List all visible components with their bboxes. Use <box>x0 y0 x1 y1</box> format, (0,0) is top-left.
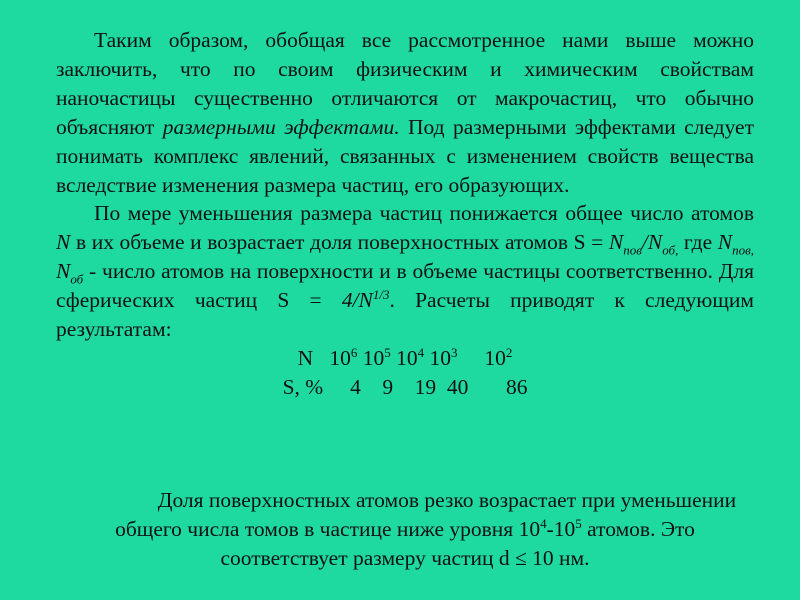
table-row-s-label: S, % <box>282 374 324 399</box>
table-n-base: 10 <box>396 345 418 370</box>
p2-text-6: . Расчеты приводят к следующим результатам: <box>56 288 754 342</box>
p2-sub-ob: об, <box>662 242 679 258</box>
paragraph-1-italic-term: размерными эффектами. <box>162 114 400 139</box>
p2-sub-ob-2: об <box>70 271 84 287</box>
p2-text-5: - число атомов на поверхности и в объеме частицы соответственно. Для сферических частиц S = <box>56 259 754 313</box>
paragraph-1-text-b: Под размерными эффектами следует понимать комплекс явлений, связанных с изменением свойств вещества вследствие изменения размера частиц, его образующих. <box>56 114 754 197</box>
p2-symbol-n-ob: N <box>647 230 663 255</box>
text-block <box>56 26 754 402</box>
p3-text-1: Доля поверхностных атомов резко возрастает при уменьшении общего числа томов в частице ниже уровня 10 <box>115 488 737 541</box>
p2-formula: 4/N <box>341 288 373 313</box>
p3-exp-2: 5 <box>575 515 582 531</box>
table-n-exp: 2 <box>505 344 513 360</box>
p2-text-1: По мере уменьшения размера частиц понижается общее число атомов <box>94 201 754 226</box>
p2-sub-pov-2: пов, <box>732 242 755 258</box>
table-n-value-4 <box>429 344 457 373</box>
table-n-base: 10 <box>329 345 351 370</box>
p2-sub-pov: пов <box>623 242 642 258</box>
p2-symbol-n-pov: N <box>608 230 624 255</box>
p3-text-2: -10 <box>546 516 576 541</box>
table-n-exp: 4 <box>417 344 425 360</box>
table-row-n-label: N <box>297 345 314 370</box>
p2-symbol-n-ob-2: N <box>56 259 71 284</box>
table-n-exp: 3 <box>450 344 458 360</box>
table-s-value-2: 9 <box>382 374 394 399</box>
table-n-value-1 <box>329 344 357 373</box>
table-n-base: 10 <box>484 345 506 370</box>
table-s-value-1: 4 <box>350 374 361 399</box>
table-n-value-5 <box>484 344 512 373</box>
table-n-exp: 5 <box>384 344 391 360</box>
paragraph-1 <box>56 26 754 199</box>
table-row-n <box>56 344 754 373</box>
table-row-s <box>56 373 754 402</box>
table-n-value-2 <box>363 344 391 373</box>
table-n-exp: 6 <box>350 344 358 360</box>
p2-text-3: где <box>678 230 718 255</box>
table-n-base: 10 <box>429 345 451 370</box>
table-s-value-4: 40 <box>446 374 469 399</box>
table-s-value-3: 19 <box>414 374 437 399</box>
paragraph-2 <box>56 199 754 344</box>
p2-text-2: в их объеме и возрастает доля поверхностных атомов S = <box>70 230 609 255</box>
p2-formula-exponent: 1/3 <box>372 287 390 302</box>
paragraph-3 <box>56 486 754 573</box>
p3-text-3: атомов. Это соответствует размеру частиц d ≤ 10 <box>220 516 695 570</box>
p3-exp-1: 4 <box>540 515 547 531</box>
p2-symbol-n-pov-2: N <box>717 230 733 255</box>
p2-symbol-n: N <box>56 230 71 255</box>
table-n-value-3 <box>396 344 424 373</box>
paragraph-1-text-a: Таким образом, обобщая все рассмотренное нами выше можно заключить, что по своим физическим и химическим свойствам наночастицы существенно отличаются от макрочастиц, что обычно объясняют <box>56 28 754 139</box>
p2-slash: / <box>641 230 648 255</box>
p3-unit: нм. <box>559 545 590 570</box>
table-s-value-5: 86 <box>505 374 528 399</box>
table-n-base: 10 <box>362 345 385 370</box>
